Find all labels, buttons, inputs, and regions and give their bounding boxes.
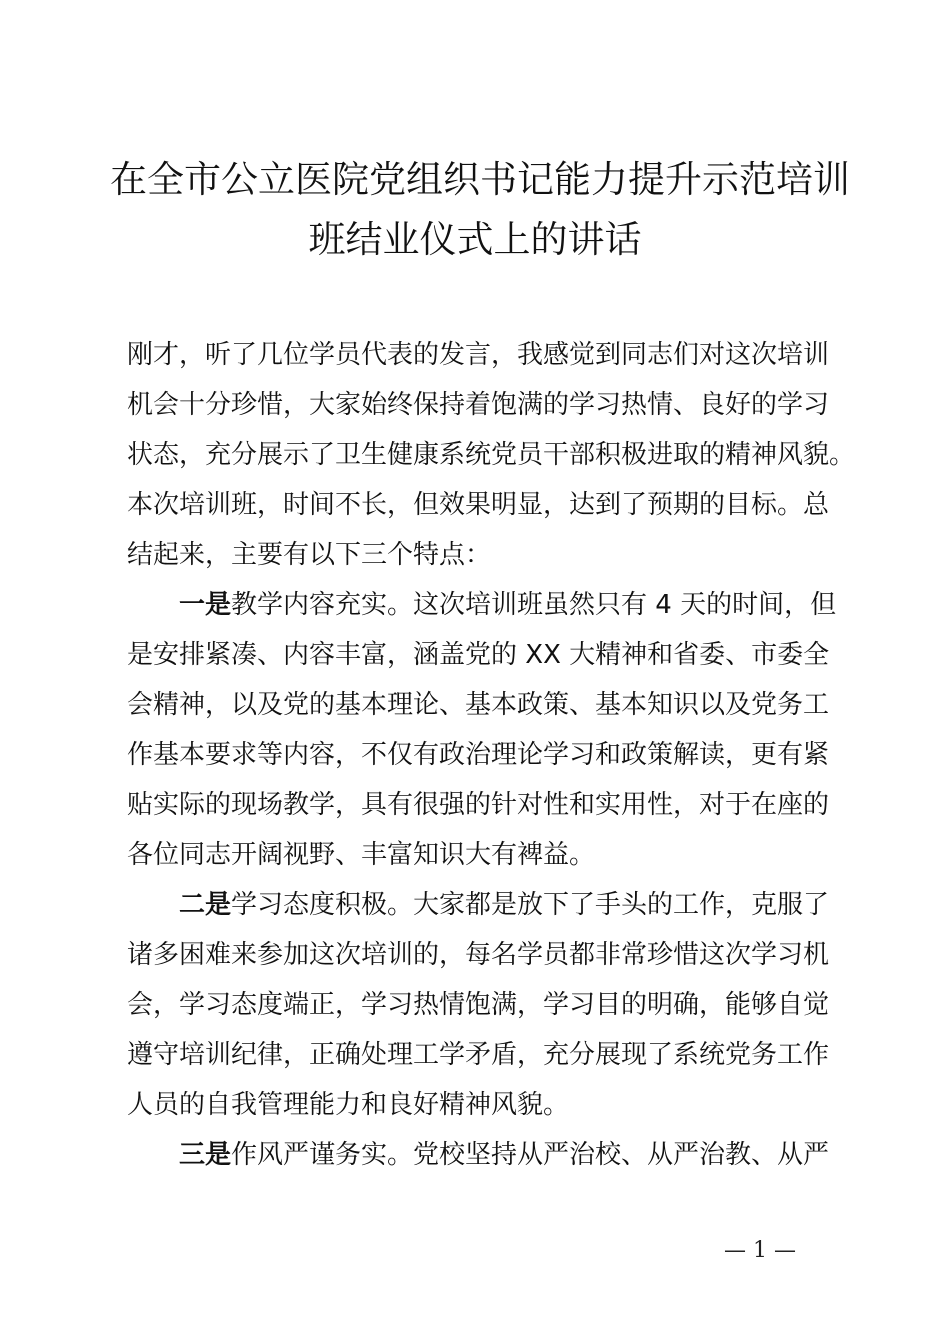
point-3-first-line-text: 作风严谨务实。党校坚持从严治校、从严治教、从严: [231, 1140, 830, 1170]
point-1-line-5: 贴实际的现场教学，具有很强的针对性和实用性，对于在座的: [127, 790, 830, 820]
point-3-paragraph: [127, 1130, 837, 1180]
point-2-line-3: 会，学习态度端正，学习热情饱满，学习目的明确，能够自觉: [127, 990, 830, 1020]
point-2-first-line: [127, 880, 837, 930]
page-number: — 1 —: [724, 1238, 796, 1263]
point-1-first-line-text: 教学内容充实。这次培训班虽然只有 4 天的时间，但: [231, 590, 837, 620]
point-1-lead: 一是: [179, 590, 232, 620]
point-1-line-3: 会精神，以及党的基本理论、基本政策、基本知识以及党务工: [127, 690, 830, 720]
point-2-line-2: 诸多困难来参加这次培训的，每名学员都非常珍惜这次学习机: [127, 940, 830, 970]
point-1-paragraph: [127, 580, 837, 880]
point-1-line-6: 各位同志开阔视野、丰富知识大有裨益。: [127, 840, 596, 870]
point-2-first-line-text: 学习态度积极。大家都是放下了手头的工作，克服了: [231, 890, 830, 920]
document-body: [127, 330, 856, 1180]
point-1-line-4: 作基本要求等内容，不仅有政治理论学习和政策解读，更有紧: [127, 740, 830, 770]
point-1-line-2: 是安排紧凑、内容丰富，涵盖党的 XX 大精神和省委、市委全: [127, 640, 830, 670]
point-2-line-5: 人员的自我管理能力和良好精神风貌。: [127, 1090, 570, 1120]
document-title: [110, 150, 850, 270]
point-2-line-4: 遵守培训纪律，正确处理工学矛盾，充分展现了系统党务工作: [127, 1040, 830, 1070]
intro-paragraph: [127, 330, 856, 580]
title-line-2: 班结业仪式上的讲话: [308, 218, 642, 261]
intro-line-2: 机会十分珍惜，大家始终保持着饱满的学习热情、良好的学习: [127, 390, 830, 420]
point-3-first-line: [127, 1130, 837, 1180]
point-3-lead: 三是: [179, 1140, 232, 1170]
intro-line-3: 状态，充分展示了卫生健康系统党员干部积极进取的精神风貌。: [127, 440, 856, 470]
point-1-first-line: [127, 580, 837, 630]
title-line-1: 在全市公立医院党组织书记能力提升示范培训: [110, 158, 850, 201]
intro-line-1: 刚才，听了几位学员代表的发言，我感觉到同志们对这次培训: [127, 340, 830, 370]
intro-line-5: 结起来，主要有以下三个特点：: [127, 540, 492, 570]
point-2-paragraph: [127, 880, 837, 1130]
intro-line-4: 本次培训班，时间不长，但效果明显，达到了预期的目标。总: [127, 490, 830, 520]
point-2-lead: 二是: [179, 890, 232, 920]
